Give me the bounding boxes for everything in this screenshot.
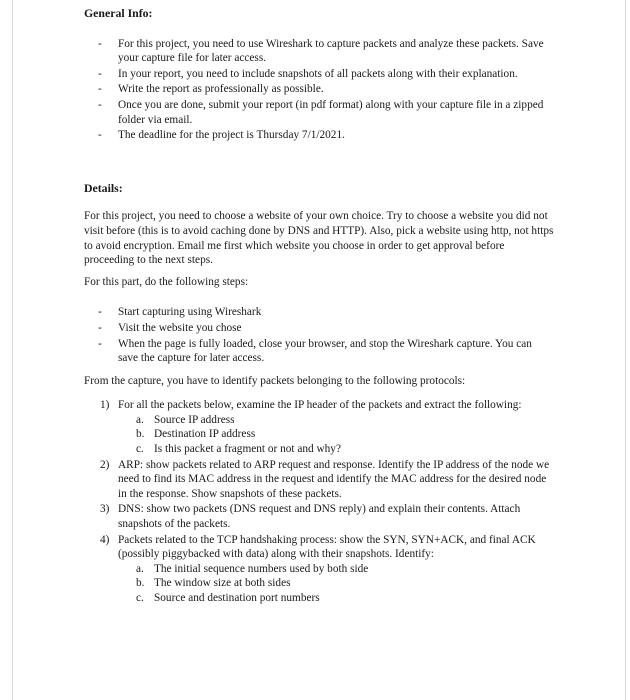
sub-item xyxy=(118,413,554,428)
general-info-item: - The deadline for the project is Thursday 7/1/2021. xyxy=(98,129,345,142)
sub-item xyxy=(118,562,554,577)
protocol-text: For all the packets below, examine the IP header of the packets and extract the following: xyxy=(118,399,522,412)
sub-text: Is this packet a fragment or not and why? xyxy=(154,443,341,456)
general-info-text: For this project, you need to use Wireshark to capture packets and analyze these packets. Save your capture file for later access. xyxy=(118,37,544,65)
page-left-border xyxy=(12,0,13,700)
sub-letter: c. xyxy=(136,443,144,456)
general-info-text: Once you are done, submit your report (in pdf format) along with your capture file in a zipped folder via email. xyxy=(118,98,544,126)
capture-intro: From the capture, you have to identify packets belonging to the following protocols: xyxy=(84,374,466,387)
steps-list xyxy=(84,305,554,365)
sub-item xyxy=(118,442,554,457)
step-text: Start capturing using Wireshark xyxy=(118,306,262,319)
general-info-heading: General Info: xyxy=(84,6,153,20)
sub-text: Destination IP address xyxy=(154,428,256,441)
details-heading: Details: xyxy=(84,180,123,195)
general-info-text: The deadline for the project is Thursday 7/1/2021. xyxy=(118,129,345,142)
sub-item xyxy=(118,576,554,591)
sub-letter: b. xyxy=(136,428,145,441)
protocol-item xyxy=(84,533,554,606)
sub-letter: b. xyxy=(136,577,145,590)
protocol-item xyxy=(84,502,554,531)
step-item: - Visit the website you chose xyxy=(98,321,242,334)
sub-text: The window size at both sides xyxy=(154,577,291,590)
protocol-number: 1) xyxy=(100,399,110,412)
protocol-list xyxy=(84,398,554,605)
protocol-text: ARP: show packets related to ARP request and response. Identify the IP address of the node we need to find its MAC address in the request and identify the MAC address for the desired node in the response. Show snapshots of these packets. xyxy=(118,458,550,500)
page-right-border xyxy=(625,0,626,700)
general-info-item: - In your report, you need to include snapshots of all packets along with their explanation. xyxy=(98,67,518,80)
protocol-text: DNS: show two packets (DNS request and DNS reply) and explain their contents. Attach snapshots of the packets. xyxy=(118,503,521,531)
sub-item xyxy=(118,591,554,606)
sub-text: Source IP address xyxy=(154,413,235,426)
sub-letter: a. xyxy=(136,562,144,575)
sub-item xyxy=(118,427,554,442)
protocol-text: Packets related to the TCP handshaking process: show the SYN, SYN+ACK, and final ACK (possibly piggybacked with data) along with their snapshots. Identify: xyxy=(118,533,536,561)
step-item: - Start capturing using Wireshark xyxy=(98,306,262,319)
protocol-number: 4) xyxy=(100,533,110,546)
general-info-item: - Once you are done, submit your report (in pdf format) along with your capture file in a zipped folder via email. xyxy=(98,98,544,126)
general-info-text: Write the report as professionally as possible. xyxy=(118,83,324,96)
protocol-item xyxy=(84,458,554,502)
general-info-item: - Write the report as professionally as possible. xyxy=(98,83,324,96)
protocol-number: 2) xyxy=(100,458,110,471)
protocol-sub-list xyxy=(118,413,554,457)
general-info-item: - For this project, you need to use Wireshark to capture packets and analyze these packets. Save your capture file for later access. xyxy=(98,37,544,65)
protocol-number: 3) xyxy=(100,503,110,516)
step-text: When the page is fully loaded, close your browser, and stop the Wireshark capture. You can save the capture for later access. xyxy=(118,337,532,365)
general-info-list xyxy=(84,37,554,143)
protocol-item xyxy=(84,398,554,456)
document-page xyxy=(84,6,554,607)
sub-text: The initial sequence numbers used by both side xyxy=(154,562,369,575)
sub-text: Source and destination port numbers xyxy=(154,592,320,604)
sub-letter: a. xyxy=(136,413,144,426)
protocol-sub-list xyxy=(118,562,554,606)
sub-letter: c. xyxy=(136,592,144,604)
step-text: Visit the website you chose xyxy=(118,321,242,334)
steps-intro: For this part, do the following steps: xyxy=(84,275,249,288)
details-intro-paragraph: For this project, you need to choose a website of your own choice. Try to choose a website you did not visit before (this is to avoid caching done by DNS and HTTP). Also, pick a website using http, not https to avoid encryption. Email me first which website you choose in order to get approval before proceeding to the next steps. xyxy=(84,210,554,267)
step-item: - When the page is fully loaded, close your browser, and stop the Wireshark capture. You can save the capture for later access. xyxy=(98,337,532,365)
general-info-text: In your report, you need to include snapshots of all packets along with their explanation. xyxy=(118,67,518,80)
